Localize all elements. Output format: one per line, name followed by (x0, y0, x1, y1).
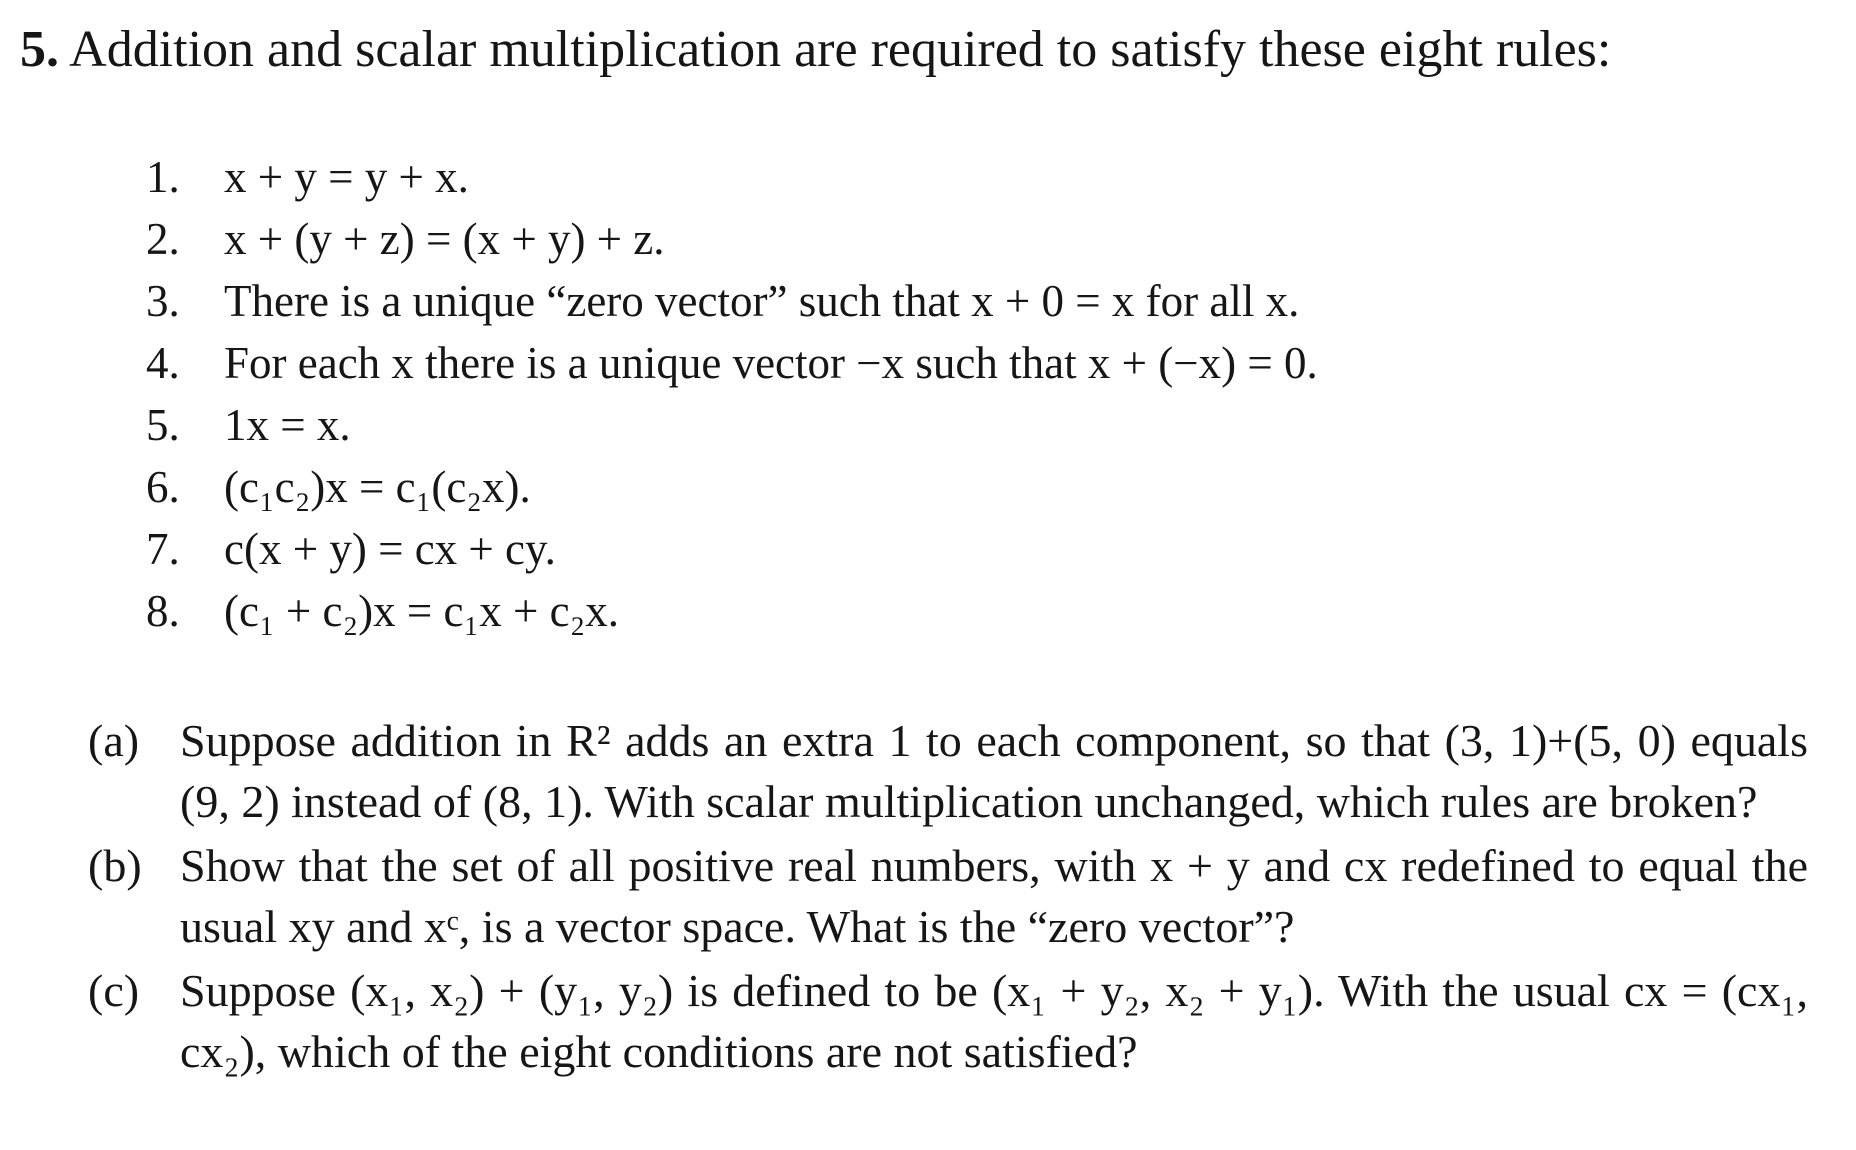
rules-list (146, 146, 1318, 642)
rule-text: For each x there is a unique vector −x such that x + (−x) = 0. (224, 338, 1318, 388)
subquestion-c (88, 960, 1808, 1082)
rule-item (146, 332, 1318, 394)
rule-number: 3. (146, 276, 180, 326)
rule-item (146, 208, 1318, 270)
rule-text: 1x = x. (224, 400, 351, 450)
rule-item (146, 394, 1318, 456)
rule-number: 6. (146, 462, 180, 512)
subquestion-text: Suppose (x₁, x₂) + (y₁, y₂) is defined to be (x₁ + y₂, x₂ + y₁). With the usual cx = (cx₁, cx₂), which of the eight conditions are not satisfied? (180, 965, 1808, 1077)
subquestion-text: Show that the set of all positive real numbers, with x + y and cx redefined to equal the usual xy and xᶜ, is a vector space. What is the “zero vector”? (180, 840, 1808, 952)
rule-number: 1. (146, 152, 180, 202)
subquestion-text: Suppose addition in R² adds an extra 1 to each component, so that (3, 1)+(5, 0) equals (9, 2) instead of (8, 1). With scalar multiplication unchanged, which rules are broken? (180, 715, 1808, 827)
rule-text: x + (y + z) = (x + y) + z. (224, 214, 665, 264)
rule-item (146, 456, 1318, 518)
rule-text: (c₁c₂)x = c₁(c₂x). (224, 462, 531, 512)
problem-heading-text: Addition and scalar multiplication are required to satisfy these eight rules: (69, 21, 1612, 78)
rule-item (146, 580, 1318, 642)
subquestion-label: (a) (88, 715, 140, 766)
rule-text: x + y = y + x. (224, 152, 469, 202)
rule-number: 7. (146, 524, 180, 574)
subquestion-a (88, 710, 1808, 832)
problem-number: 5. (20, 21, 59, 78)
rule-text: c(x + y) = cx + cy. (224, 524, 556, 574)
rule-text: There is a unique “zero vector” such that x + 0 = x for all x. (224, 276, 1300, 326)
rule-item (146, 270, 1318, 332)
rule-item (146, 146, 1318, 208)
rule-text: (c₁ + c₂)x = c₁x + c₂x. (224, 586, 620, 636)
subquestion-label: (b) (88, 840, 142, 891)
rule-item (146, 518, 1318, 580)
rule-number: 4. (146, 338, 180, 388)
subquestion-label: (c) (88, 965, 140, 1016)
subquestions-list (88, 710, 1808, 1082)
rule-number: 5. (146, 400, 180, 450)
problem-heading (20, 20, 1611, 80)
rule-number: 8. (146, 586, 180, 636)
subquestion-b (88, 835, 1808, 957)
rule-number: 2. (146, 214, 180, 264)
